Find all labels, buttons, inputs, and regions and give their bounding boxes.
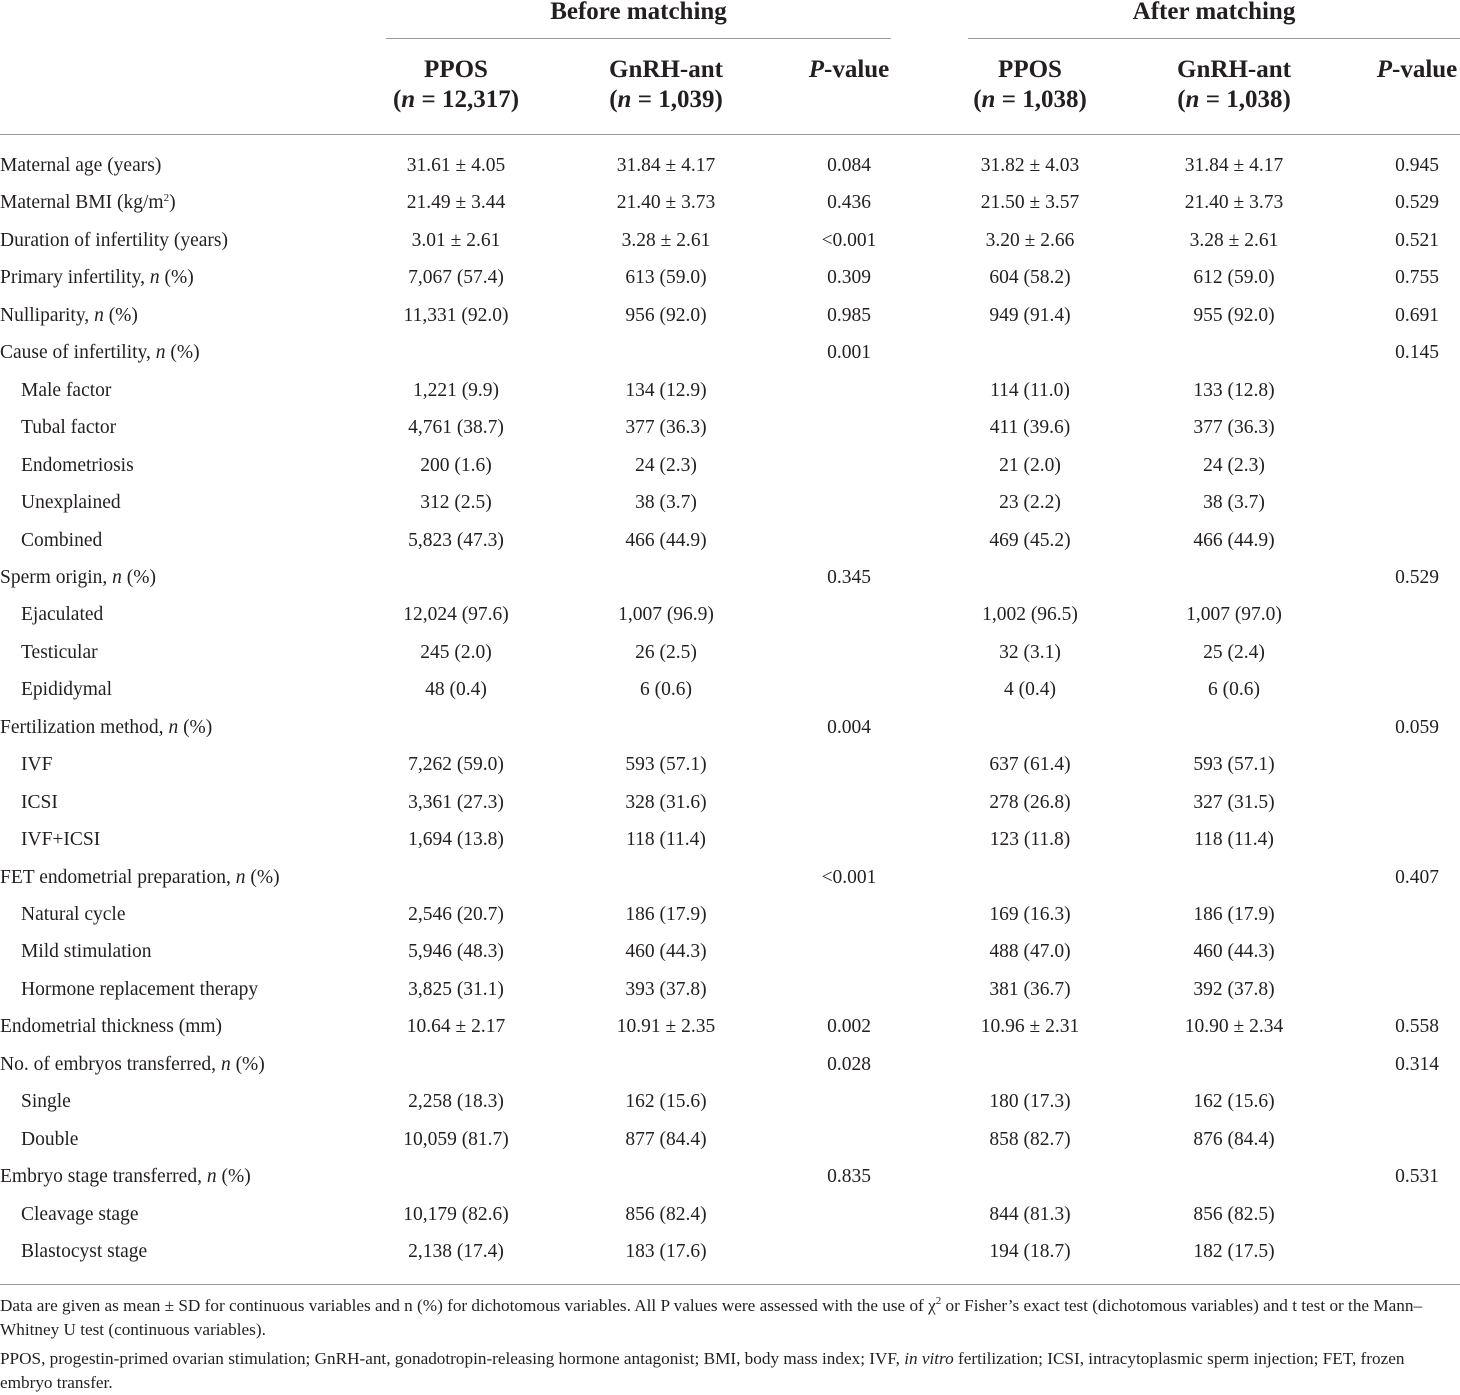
cell-after-ppos: 4 (0.4) [1004, 679, 1056, 701]
cell-before-gnrh: 21.40 ± 3.73 [616, 192, 716, 214]
cell-after-pvalue: 0.531 [1395, 1166, 1439, 1188]
cell-after-ppos: 488 (47.0) [989, 941, 1071, 963]
cell-before-ppos: 7,067 (57.4) [408, 267, 504, 289]
row-label-part: n [168, 716, 179, 738]
cell-after-ppos: 411 (39.6) [989, 417, 1071, 439]
col-header-before-ppos: PPOS (n = 12,317) [392, 56, 520, 113]
footnote-text: Data are given as mean ± SD for continuous variables and n (%) for dichotomous variables. All P values were assessed with the use of χ [0, 1296, 936, 1315]
table-bottom-rule [0, 1284, 1460, 1285]
cell-after-ppos: 469 (45.2) [989, 529, 1071, 551]
col-count: = 12,317) [415, 86, 520, 113]
footnote-italic: in vitro [904, 1349, 954, 1368]
cell-after-ppos: 21.50 ± 3.57 [980, 192, 1080, 214]
row-label-part: n [220, 1053, 231, 1075]
cell-before-ppos: 10,059 (81.7) [403, 1128, 509, 1150]
cell-before-pvalue: 0.985 [827, 304, 871, 326]
col-header-after-gnrh: GnRH-ant (n = 1,038) [1177, 56, 1291, 113]
row-label-part: (%) [230, 1053, 265, 1075]
row-label-part: Mild stimulation [21, 941, 152, 963]
cell-before-ppos: 5,823 (47.3) [408, 529, 504, 551]
cell-before-gnrh: 466 (44.9) [625, 529, 707, 551]
row-label-part: IVF+ICSI [21, 829, 101, 851]
cell-after-ppos: 10.96 ± 2.31 [980, 1016, 1080, 1038]
cell-after-gnrh: 38 (3.7) [1203, 492, 1265, 514]
cell-after-gnrh: 856 (82.5) [1193, 1203, 1275, 1225]
n-symbol: n [1185, 86, 1200, 113]
group-header-before: Before matching [550, 0, 727, 25]
cell-before-gnrh: 186 (17.9) [625, 904, 707, 925]
cell-after-ppos: 31.82 ± 4.03 [980, 155, 1080, 176]
row-label [21, 678, 112, 702]
col-header-after-pvalue [1350, 55, 1460, 85]
cell-before-ppos: 48 (0.4) [425, 679, 487, 701]
cell-after-ppos: 3.20 ± 2.66 [985, 229, 1075, 251]
row-label [21, 940, 152, 964]
footnote-abbreviations [0, 1347, 1458, 1394]
cell-before-ppos: 200 (1.6) [420, 454, 492, 476]
cell-before-pvalue: <0.001 [821, 229, 877, 251]
row-label [0, 191, 176, 215]
cell-after-ppos: 637 (61.4) [989, 754, 1071, 776]
row-label-part: Primary infertility, [0, 267, 150, 289]
row-label [21, 1203, 139, 1227]
row-label [21, 416, 116, 440]
col-header-before-pvalue [785, 55, 913, 85]
cell-before-ppos: 1,221 (9.9) [412, 379, 500, 401]
row-label-part: Embryo stage transferred, [0, 1166, 207, 1188]
cell-before-ppos: 312 (2.5) [420, 492, 492, 514]
row-label-part: ) [169, 192, 176, 214]
row-label-part: (%) [165, 342, 200, 364]
row-label [21, 978, 258, 1002]
cell-before-gnrh: 956 (92.0) [625, 304, 707, 326]
row-label [21, 454, 134, 478]
col-label: -value [1392, 56, 1458, 83]
cell-before-pvalue: 0.028 [827, 1053, 871, 1075]
cell-after-gnrh: 327 (31.5) [1193, 791, 1275, 813]
row-label [21, 641, 98, 665]
cell-after-gnrh: 6 (0.6) [1208, 679, 1260, 701]
row-label-part: Natural cycle [21, 904, 126, 925]
footnote-text: or Fisher’s exact test (dichotomous variables) and t test or the Mann–Whitney U test (continuous variables). [0, 1296, 1423, 1339]
row-label [21, 529, 102, 553]
row-label-part: IVF [21, 754, 53, 776]
cell-before-ppos: 31.61 ± 4.05 [406, 155, 506, 176]
col-count: = 1,038) [995, 86, 1087, 113]
row-label-part: Maternal BMI (kg/m [0, 192, 164, 214]
cell-before-ppos: 2,138 (17.4) [408, 1241, 504, 1263]
row-label [0, 1015, 222, 1039]
cell-before-gnrh: 38 (3.7) [635, 492, 697, 514]
cell-after-gnrh: 593 (57.1) [1193, 754, 1275, 776]
footnote-text: PPOS, progestin-primed ovarian stimulation; GnRH-ant, gonadotropin-releasing hormone antagonist; BMI, body mass index; IVF, [0, 1349, 905, 1368]
row-label [0, 866, 280, 890]
row-label-part: Single [21, 1091, 71, 1113]
cell-before-gnrh: 183 (17.6) [625, 1241, 707, 1263]
row-label-part: n [94, 304, 104, 326]
row-label [0, 566, 156, 590]
cell-after-pvalue: 0.558 [1395, 1016, 1439, 1038]
cell-before-ppos: 2,258 (18.3) [408, 1091, 504, 1113]
cell-before-ppos: 7,262 (59.0) [408, 754, 504, 776]
row-label-part: No. of embryos transferred, [0, 1053, 221, 1075]
header-rule [0, 134, 1460, 135]
row-label-part: n [206, 1166, 217, 1188]
row-label [21, 379, 111, 403]
after-group-rule [968, 38, 1460, 39]
cell-after-gnrh: 31.84 ± 4.17 [1184, 155, 1284, 176]
cell-before-gnrh: 877 (84.4) [625, 1128, 707, 1150]
cell-after-gnrh: 186 (17.9) [1193, 904, 1275, 925]
row-label [21, 1128, 78, 1152]
cell-after-gnrh: 392 (37.8) [1193, 978, 1275, 1000]
cell-before-pvalue: 0.001 [827, 342, 871, 364]
cell-before-gnrh: 393 (37.8) [625, 978, 707, 1000]
cell-after-ppos: 169 (16.3) [989, 904, 1071, 925]
cell-before-ppos: 10.64 ± 2.17 [406, 1016, 506, 1038]
cell-after-pvalue: 0.691 [1395, 304, 1439, 326]
footnote-text: fertilization; ICSI, intracytoplasmic sperm injection; FET, frozen embryo transfer. [0, 1349, 1405, 1392]
row-label-part: Fertilization method, [0, 716, 169, 738]
cell-after-ppos: 1,002 (96.5) [982, 604, 1078, 626]
p-symbol: P [808, 56, 824, 83]
cell-before-gnrh: 856 (82.4) [625, 1203, 707, 1225]
cell-before-ppos: 3.01 ± 2.61 [411, 229, 501, 251]
row-label-part: Blastocyst stage [21, 1241, 148, 1263]
row-label [0, 716, 212, 740]
cell-after-ppos: 114 (11.0) [990, 379, 1070, 401]
cell-after-gnrh: 1,007 (97.0) [1186, 604, 1282, 626]
row-label [21, 903, 125, 927]
cell-before-gnrh: 377 (36.3) [625, 417, 707, 439]
row-label [21, 1090, 71, 1114]
row-label-part: Nulliparity, [0, 304, 95, 326]
cell-after-pvalue: 0.945 [1395, 155, 1439, 176]
cell-after-pvalue: 0.755 [1395, 267, 1439, 289]
cell-before-gnrh: 118 (11.4) [626, 829, 706, 851]
row-label-part: 2 [163, 192, 170, 205]
cell-before-ppos: 3,361 (27.3) [408, 791, 504, 813]
cell-after-gnrh: 876 (84.4) [1193, 1128, 1275, 1150]
col-header-before-gnrh: GnRH-ant (n = 1,039) [609, 56, 723, 113]
row-label [0, 341, 200, 365]
col-label: GnRH-ant [1177, 56, 1291, 83]
cell-after-pvalue: 0.407 [1395, 866, 1439, 888]
cell-before-gnrh: 328 (31.6) [625, 791, 707, 813]
cell-before-gnrh: 460 (44.3) [625, 941, 707, 963]
cell-after-ppos: 194 (18.7) [989, 1241, 1071, 1263]
chi-square-exponent: 2 [935, 1295, 942, 1307]
n-symbol: n [401, 86, 416, 113]
row-label-part: Epididymal [21, 679, 112, 701]
cell-after-ppos: 123 (11.8) [989, 829, 1071, 851]
row-label [21, 753, 52, 777]
row-label-part: Cleavage stage [21, 1203, 139, 1225]
col-header-after-ppos: PPOS (n = 1,038) [973, 56, 1087, 113]
row-label-part: (%) [216, 1166, 251, 1188]
cell-after-gnrh: 612 (59.0) [1193, 267, 1275, 289]
cell-after-gnrh: 10.90 ± 2.34 [1184, 1016, 1284, 1038]
row-label [0, 1053, 265, 1077]
row-label [21, 791, 58, 815]
cell-before-gnrh: 26 (2.5) [635, 641, 697, 663]
cell-after-pvalue: 0.314 [1395, 1053, 1439, 1075]
cell-before-pvalue: 0.004 [827, 716, 871, 738]
row-label [0, 266, 194, 290]
row-label-part: n [112, 566, 122, 588]
row-label-part: (%) [159, 267, 194, 289]
cell-after-ppos: 949 (91.4) [989, 304, 1071, 326]
cell-after-ppos: 278 (26.8) [989, 791, 1071, 813]
cell-before-ppos: 10,179 (82.6) [403, 1203, 509, 1225]
row-label-part: Duration of infertility (years) [0, 229, 228, 251]
cell-before-ppos: 12,024 (97.6) [403, 604, 509, 626]
cell-after-pvalue: 0.529 [1395, 566, 1439, 588]
cell-after-gnrh: 25 (2.4) [1203, 641, 1265, 663]
row-label-part: Double [21, 1128, 79, 1150]
col-count: = 1,038) [1199, 86, 1291, 113]
footnote-statistics [0, 1294, 1458, 1341]
row-label-part: (%) [103, 304, 138, 326]
col-label: PPOS [998, 56, 1062, 83]
row-label-part: n [149, 267, 160, 289]
row-label-part: Cause of infertility, [0, 342, 156, 364]
row-label [21, 603, 103, 627]
cell-before-pvalue: 0.345 [827, 566, 871, 588]
row-label-part: Hormone replacement therapy [21, 978, 259, 1000]
row-label-part: Sperm origin, [0, 566, 113, 588]
row-label-part: Tubal factor [21, 417, 117, 439]
row-label-part: Male factor [21, 379, 112, 401]
row-label [21, 491, 121, 515]
row-label-part: ICSI [21, 791, 58, 813]
p-symbol: P [1376, 56, 1392, 83]
row-label-part: (%) [121, 566, 156, 588]
group-header-after: After matching [1132, 0, 1296, 25]
cell-after-ppos: 23 (2.2) [999, 492, 1061, 514]
row-label-part: (%) [245, 866, 280, 888]
cell-before-gnrh: 134 (12.9) [625, 379, 707, 401]
cell-before-gnrh: 31.84 ± 4.17 [616, 155, 716, 176]
n-symbol: n [617, 86, 632, 113]
row-label [0, 304, 138, 328]
row-label-part: n [155, 342, 166, 364]
row-label-part: Combined [21, 529, 103, 551]
cell-before-ppos: 21.49 ± 3.44 [406, 192, 506, 214]
cell-after-ppos: 180 (17.3) [989, 1091, 1071, 1113]
cell-before-ppos: 5,946 (48.3) [408, 941, 504, 963]
col-label: GnRH-ant [609, 56, 723, 83]
row-label [21, 828, 100, 852]
cell-after-ppos: 604 (58.2) [989, 267, 1071, 289]
cell-before-pvalue: 0.084 [827, 155, 871, 176]
cell-after-ppos: 32 (3.1) [999, 641, 1061, 663]
cell-before-gnrh: 593 (57.1) [625, 754, 707, 776]
cell-after-pvalue: 0.521 [1395, 229, 1439, 251]
cell-before-pvalue: 0.835 [827, 1166, 871, 1188]
cell-after-gnrh: 21.40 ± 3.73 [1184, 192, 1284, 214]
cell-before-ppos: 4,761 (38.7) [408, 417, 504, 439]
cell-after-gnrh: 162 (15.6) [1193, 1091, 1275, 1113]
cell-after-gnrh: 118 (11.4) [1194, 829, 1274, 851]
cell-before-ppos: 2,546 (20.7) [408, 904, 504, 925]
row-label [21, 1240, 147, 1264]
row-label-part: Endometriosis [21, 454, 134, 476]
cell-after-gnrh: 377 (36.3) [1193, 417, 1275, 439]
cell-after-ppos: 844 (81.3) [989, 1203, 1071, 1225]
cell-after-gnrh: 955 (92.0) [1193, 304, 1275, 326]
cell-after-gnrh: 133 (12.8) [1193, 379, 1275, 401]
cell-before-ppos: 1,694 (13.8) [408, 829, 504, 851]
cell-before-gnrh: 6 (0.6) [640, 679, 692, 701]
cell-before-ppos: 11,331 (92.0) [403, 304, 509, 326]
cell-before-gnrh: 162 (15.6) [625, 1091, 707, 1113]
cell-before-pvalue: 0.002 [827, 1016, 871, 1038]
cell-after-gnrh: 460 (44.3) [1193, 941, 1275, 963]
n-symbol: n [981, 86, 996, 113]
row-label [0, 1165, 251, 1189]
row-label-part: Ejaculated [21, 604, 104, 626]
cell-after-pvalue: 0.145 [1395, 342, 1439, 364]
before-group-rule [386, 38, 891, 39]
cell-before-gnrh: 3.28 ± 2.61 [621, 229, 711, 251]
cell-before-gnrh: 613 (59.0) [625, 267, 707, 289]
row-label [0, 229, 228, 253]
cell-after-ppos: 858 (82.7) [989, 1128, 1071, 1150]
cell-before-pvalue: 0.309 [827, 267, 871, 289]
row-label-part: n [235, 866, 246, 888]
cell-before-gnrh: 24 (2.3) [635, 454, 697, 476]
cell-before-gnrh: 10.91 ± 2.35 [616, 1016, 716, 1038]
cell-after-ppos: 381 (36.7) [989, 978, 1071, 1000]
cell-before-gnrh: 1,007 (96.9) [618, 604, 714, 626]
cell-before-ppos: 3,825 (31.1) [408, 978, 504, 1000]
cell-after-ppos: 21 (2.0) [999, 454, 1061, 476]
col-label: PPOS [424, 56, 488, 83]
row-label [0, 154, 161, 178]
cell-after-pvalue: 0.059 [1395, 716, 1439, 738]
cell-after-gnrh: 182 (17.5) [1193, 1241, 1275, 1263]
cell-after-gnrh: 24 (2.3) [1203, 454, 1265, 476]
row-label-part: FET endometrial preparation, [0, 866, 236, 888]
row-label-part: Unexplained [21, 492, 121, 514]
row-label-part: (%) [178, 716, 213, 738]
row-label-part: Maternal age (years) [0, 155, 162, 176]
cell-before-pvalue: 0.436 [827, 192, 871, 214]
row-label-part: Testicular [21, 641, 98, 663]
col-label: -value [824, 56, 890, 83]
row-label-part: Endometrial thickness (mm) [0, 1016, 223, 1038]
cell-before-ppos: 245 (2.0) [420, 641, 492, 663]
cell-after-gnrh: 466 (44.9) [1193, 529, 1275, 551]
cell-before-pvalue: <0.001 [821, 866, 877, 888]
cell-after-pvalue: 0.529 [1395, 192, 1439, 214]
col-count: = 1,039) [631, 86, 723, 113]
cell-after-gnrh: 3.28 ± 2.61 [1189, 229, 1279, 251]
